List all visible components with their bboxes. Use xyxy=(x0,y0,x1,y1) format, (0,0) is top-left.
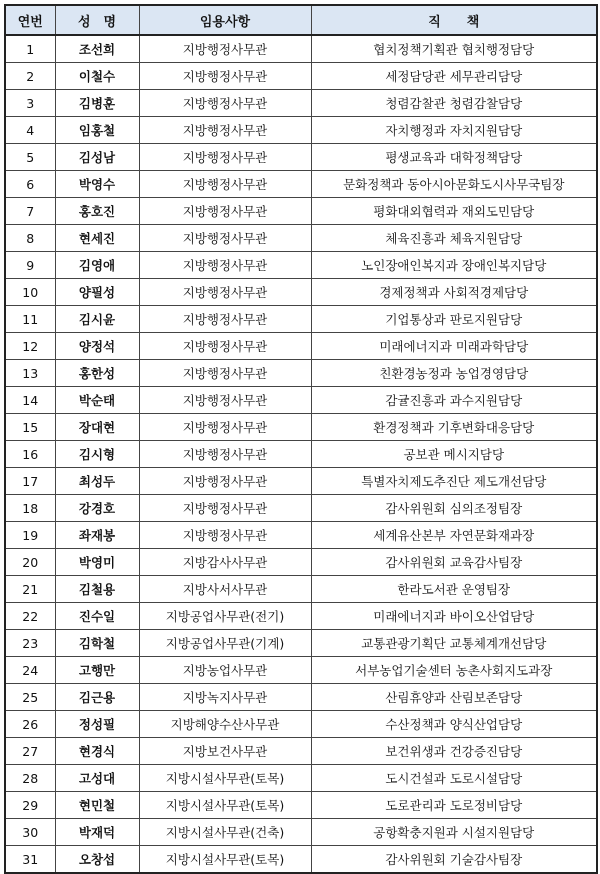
table-row xyxy=(5,603,597,630)
cell-name: 김병훈 xyxy=(55,90,139,117)
cell-number: 2 xyxy=(5,63,55,90)
cell-number: 23 xyxy=(5,630,55,657)
cell-number: 20 xyxy=(5,549,55,576)
cell-name: 최성두 xyxy=(55,468,139,495)
cell-number: 16 xyxy=(5,441,55,468)
cell-appointment: 지방해양수산사무관 xyxy=(139,711,311,738)
cell-name: 김근용 xyxy=(55,684,139,711)
cell-number: 11 xyxy=(5,306,55,333)
cell-number: 24 xyxy=(5,657,55,684)
cell-appointment: 지방보건사무관 xyxy=(139,738,311,765)
cell-name: 고행만 xyxy=(55,657,139,684)
cell-appointment: 지방시설사무관(건축) xyxy=(139,819,311,846)
cell-number: 17 xyxy=(5,468,55,495)
table-row xyxy=(5,333,597,360)
cell-appointment: 지방녹지사무관 xyxy=(139,684,311,711)
cell-appointment: 지방행정사무관 xyxy=(139,333,311,360)
cell-position: 세정담당관 세무관리담당 xyxy=(311,63,597,90)
cell-name: 박재덕 xyxy=(55,819,139,846)
header-row xyxy=(5,5,597,35)
table-row xyxy=(5,360,597,387)
cell-name: 김학철 xyxy=(55,630,139,657)
cell-number: 28 xyxy=(5,765,55,792)
cell-number: 8 xyxy=(5,225,55,252)
cell-name: 진수일 xyxy=(55,603,139,630)
cell-number: 4 xyxy=(5,117,55,144)
cell-position: 서부농업기술센터 농촌사회지도과장 xyxy=(311,657,597,684)
table-row xyxy=(5,522,597,549)
cell-appointment: 지방행정사무관 xyxy=(139,117,311,144)
header-appointment: 임용사항 xyxy=(139,5,311,35)
cell-position: 청렴감찰관 청렴감찰담당 xyxy=(311,90,597,117)
cell-appointment: 지방행정사무관 xyxy=(139,252,311,279)
cell-name: 홍한성 xyxy=(55,360,139,387)
cell-name: 정성필 xyxy=(55,711,139,738)
cell-number: 29 xyxy=(5,792,55,819)
table-row xyxy=(5,171,597,198)
cell-appointment: 지방시설사무관(토목) xyxy=(139,765,311,792)
cell-appointment: 지방행정사무관 xyxy=(139,63,311,90)
cell-number: 5 xyxy=(5,144,55,171)
table-row xyxy=(5,63,597,90)
cell-position: 문화정책과 동아시아문화도시사무국팀장 xyxy=(311,171,597,198)
cell-position: 감사위원회 교육감사팀장 xyxy=(311,549,597,576)
cell-appointment: 지방행정사무관 xyxy=(139,279,311,306)
cell-name: 홍호진 xyxy=(55,198,139,225)
cell-number: 31 xyxy=(5,846,55,874)
cell-appointment: 지방행정사무관 xyxy=(139,35,311,63)
cell-appointment: 지방공업사무관(기계) xyxy=(139,630,311,657)
cell-position: 도로관리과 도로정비담당 xyxy=(311,792,597,819)
cell-appointment: 지방농업사무관 xyxy=(139,657,311,684)
cell-appointment: 지방행정사무관 xyxy=(139,468,311,495)
cell-position: 협치정책기획관 협치행정담당 xyxy=(311,35,597,63)
header-position: 직 책 xyxy=(311,5,597,35)
cell-name: 박영수 xyxy=(55,171,139,198)
table-row xyxy=(5,198,597,225)
cell-number: 26 xyxy=(5,711,55,738)
cell-name: 양필성 xyxy=(55,279,139,306)
cell-position: 세계유산본부 자연문화재과장 xyxy=(311,522,597,549)
cell-number: 27 xyxy=(5,738,55,765)
table-row xyxy=(5,792,597,819)
table-row xyxy=(5,90,597,117)
cell-position: 특별자치제도추진단 제도개선담당 xyxy=(311,468,597,495)
cell-position: 수산정책과 양식산업담당 xyxy=(311,711,597,738)
cell-name: 오창섭 xyxy=(55,846,139,874)
cell-name: 현경식 xyxy=(55,738,139,765)
cell-position: 미래에너지과 미래과학담당 xyxy=(311,333,597,360)
cell-appointment: 지방공업사무관(전기) xyxy=(139,603,311,630)
cell-name: 김시윤 xyxy=(55,306,139,333)
header-number: 연번 xyxy=(5,5,55,35)
roster-table xyxy=(4,4,598,874)
cell-position: 보건위생과 건강증진담당 xyxy=(311,738,597,765)
cell-number: 6 xyxy=(5,171,55,198)
cell-appointment: 지방행정사무관 xyxy=(139,441,311,468)
table-row xyxy=(5,549,597,576)
cell-position: 경제정책과 사회적경제담당 xyxy=(311,279,597,306)
cell-name: 김성남 xyxy=(55,144,139,171)
cell-position: 평생교육과 대학정책담당 xyxy=(311,144,597,171)
cell-position: 교통관광기획단 교통체계개선담당 xyxy=(311,630,597,657)
cell-position: 공보관 메시지담당 xyxy=(311,441,597,468)
cell-number: 25 xyxy=(5,684,55,711)
cell-appointment: 지방시설사무관(토목) xyxy=(139,846,311,874)
cell-appointment: 지방행정사무관 xyxy=(139,360,311,387)
cell-appointment: 지방행정사무관 xyxy=(139,306,311,333)
table-row xyxy=(5,765,597,792)
cell-name: 박영미 xyxy=(55,549,139,576)
cell-appointment: 지방행정사무관 xyxy=(139,225,311,252)
table-row xyxy=(5,117,597,144)
table-row xyxy=(5,35,597,63)
cell-position: 미래에너지과 바이오산업담당 xyxy=(311,603,597,630)
cell-appointment: 지방행정사무관 xyxy=(139,522,311,549)
cell-appointment: 지방시설사무관(토목) xyxy=(139,792,311,819)
cell-number: 7 xyxy=(5,198,55,225)
cell-appointment: 지방행정사무관 xyxy=(139,90,311,117)
cell-position: 감귤진흥과 과수지원담당 xyxy=(311,387,597,414)
cell-number: 10 xyxy=(5,279,55,306)
table-row xyxy=(5,144,597,171)
cell-name: 박순태 xyxy=(55,387,139,414)
table-row xyxy=(5,306,597,333)
cell-position: 친환경농정과 농업경영담당 xyxy=(311,360,597,387)
cell-appointment: 지방행정사무관 xyxy=(139,198,311,225)
cell-name: 김시형 xyxy=(55,441,139,468)
cell-number: 14 xyxy=(5,387,55,414)
cell-position: 자치행정과 자치지원담당 xyxy=(311,117,597,144)
cell-position: 체육진흥과 체육지원담당 xyxy=(311,225,597,252)
cell-name: 현민철 xyxy=(55,792,139,819)
cell-number: 13 xyxy=(5,360,55,387)
cell-position: 감사위원회 기술감사팀장 xyxy=(311,846,597,874)
table-row xyxy=(5,846,597,874)
cell-position: 감사위원회 심의조정팀장 xyxy=(311,495,597,522)
cell-name: 임홍철 xyxy=(55,117,139,144)
cell-number: 12 xyxy=(5,333,55,360)
table-row xyxy=(5,414,597,441)
cell-appointment: 지방행정사무관 xyxy=(139,144,311,171)
table-row xyxy=(5,387,597,414)
cell-appointment: 지방행정사무관 xyxy=(139,387,311,414)
cell-name: 좌재봉 xyxy=(55,522,139,549)
cell-name: 강경호 xyxy=(55,495,139,522)
table-row xyxy=(5,684,597,711)
table-row xyxy=(5,441,597,468)
table-row xyxy=(5,711,597,738)
table-row xyxy=(5,495,597,522)
cell-number: 3 xyxy=(5,90,55,117)
cell-number: 19 xyxy=(5,522,55,549)
cell-name: 장대현 xyxy=(55,414,139,441)
table-row xyxy=(5,630,597,657)
cell-appointment: 지방행정사무관 xyxy=(139,171,311,198)
table-row xyxy=(5,738,597,765)
cell-number: 1 xyxy=(5,35,55,63)
cell-name: 김철용 xyxy=(55,576,139,603)
cell-name: 김영애 xyxy=(55,252,139,279)
cell-number: 15 xyxy=(5,414,55,441)
cell-name: 고성대 xyxy=(55,765,139,792)
table-row xyxy=(5,252,597,279)
cell-name: 조선희 xyxy=(55,35,139,63)
cell-position: 도시건설과 도로시설담당 xyxy=(311,765,597,792)
cell-appointment: 지방행정사무관 xyxy=(139,414,311,441)
cell-appointment: 지방행정사무관 xyxy=(139,495,311,522)
table-row xyxy=(5,576,597,603)
table-row xyxy=(5,225,597,252)
cell-position: 기업통상과 판로지원담당 xyxy=(311,306,597,333)
table-row xyxy=(5,819,597,846)
table-row xyxy=(5,279,597,306)
cell-position: 한라도서관 운영팀장 xyxy=(311,576,597,603)
cell-position: 평화대외협력과 재외도민담당 xyxy=(311,198,597,225)
cell-name: 이철수 xyxy=(55,63,139,90)
appointment-roster xyxy=(4,4,598,874)
cell-name: 현세진 xyxy=(55,225,139,252)
table-row xyxy=(5,468,597,495)
cell-number: 30 xyxy=(5,819,55,846)
header-name: 성 명 xyxy=(55,5,139,35)
cell-position: 노인장애인복지과 장애인복지담당 xyxy=(311,252,597,279)
table-row xyxy=(5,657,597,684)
cell-number: 18 xyxy=(5,495,55,522)
cell-appointment: 지방사서사무관 xyxy=(139,576,311,603)
cell-appointment: 지방감사사무관 xyxy=(139,549,311,576)
cell-number: 21 xyxy=(5,576,55,603)
cell-position: 환경정책과 기후변화대응담당 xyxy=(311,414,597,441)
cell-number: 22 xyxy=(5,603,55,630)
cell-number: 9 xyxy=(5,252,55,279)
cell-position: 산림휴양과 산림보존담당 xyxy=(311,684,597,711)
cell-name: 양정석 xyxy=(55,333,139,360)
cell-position: 공항확충지원과 시설지원담당 xyxy=(311,819,597,846)
